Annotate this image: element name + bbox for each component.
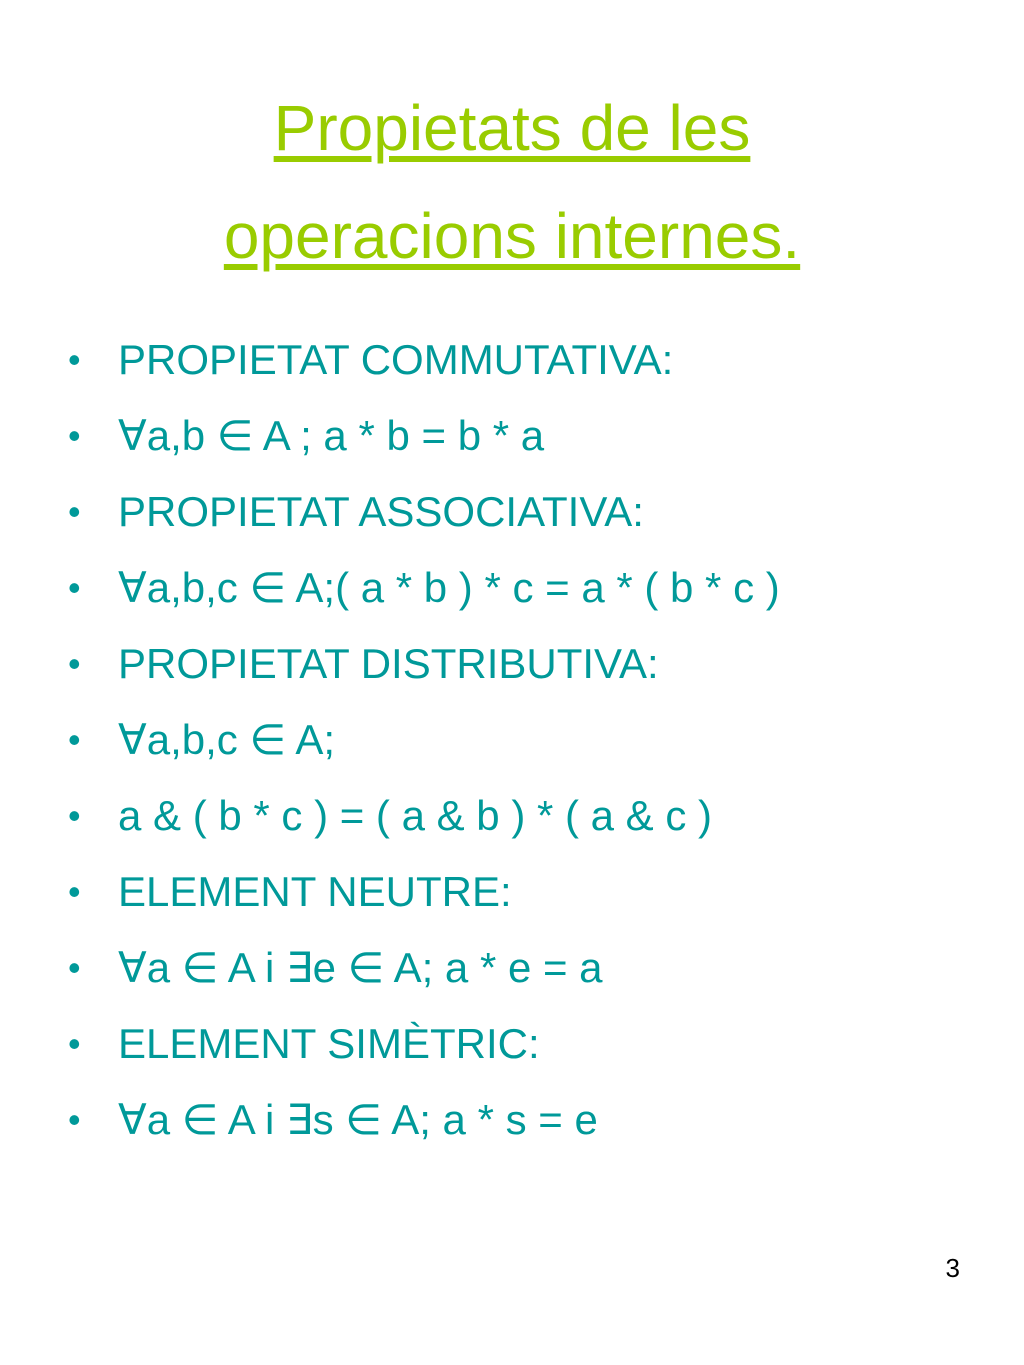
- list-item-text: ∀a,b,c ∈ A;( a * b ) * c = a * ( b * c ): [118, 564, 780, 611]
- list-item: [68, 854, 1008, 930]
- list-item-text: PROPIETAT COMMUTATIVA:: [118, 336, 674, 383]
- list-item: [68, 778, 1008, 854]
- bullet-icon: •: [68, 795, 81, 836]
- bullet-icon: •: [68, 871, 81, 912]
- list-item-text: PROPIETAT ASSOCIATIVA:: [118, 488, 644, 535]
- list-item-text: ∀a ∈ A i ∃e ∈ A; a * e = a: [118, 944, 603, 991]
- bullet-icon: •: [68, 643, 81, 684]
- list-item-text: ∀a ∈ A i ∃s ∈ A; a * s = e: [118, 1096, 598, 1143]
- bullet-icon: •: [68, 491, 81, 532]
- title-line-2: operacions internes.: [223, 200, 801, 272]
- list-item: [68, 322, 1008, 398]
- list-item-text: ELEMENT SIMÈTRIC:: [118, 1020, 540, 1067]
- bullet-icon: •: [68, 567, 81, 608]
- list-item: [68, 626, 1008, 702]
- list-item: [68, 1082, 1008, 1158]
- slide-title: [0, 74, 1024, 290]
- list-item: [68, 702, 1008, 778]
- bullet-icon: •: [68, 339, 81, 380]
- bullet-list: [68, 322, 1008, 1158]
- list-item: [68, 1006, 1008, 1082]
- bullet-icon: •: [68, 415, 81, 456]
- bullet-icon: •: [68, 1023, 81, 1064]
- list-item-text: a & ( b * c ) = ( a & b ) * ( a & c ): [118, 792, 713, 839]
- title-line-1: Propietats de les: [273, 92, 751, 164]
- list-item: [68, 550, 1008, 626]
- list-item: [68, 930, 1008, 1006]
- bullet-icon: •: [68, 947, 81, 988]
- list-item-text: ∀a,b ∈ A ; a * b = b * a: [118, 412, 545, 459]
- bullet-icon: •: [68, 1099, 81, 1140]
- list-item: [68, 398, 1008, 474]
- list-item-text: ELEMENT NEUTRE:: [118, 868, 512, 915]
- bullet-icon: •: [68, 719, 81, 760]
- list-item-text: PROPIETAT DISTRIBUTIVA:: [118, 640, 659, 687]
- list-item: [68, 474, 1008, 550]
- list-item-text: ∀a,b,c ∈ A;: [118, 716, 336, 763]
- page-number: 3: [945, 1253, 960, 1283]
